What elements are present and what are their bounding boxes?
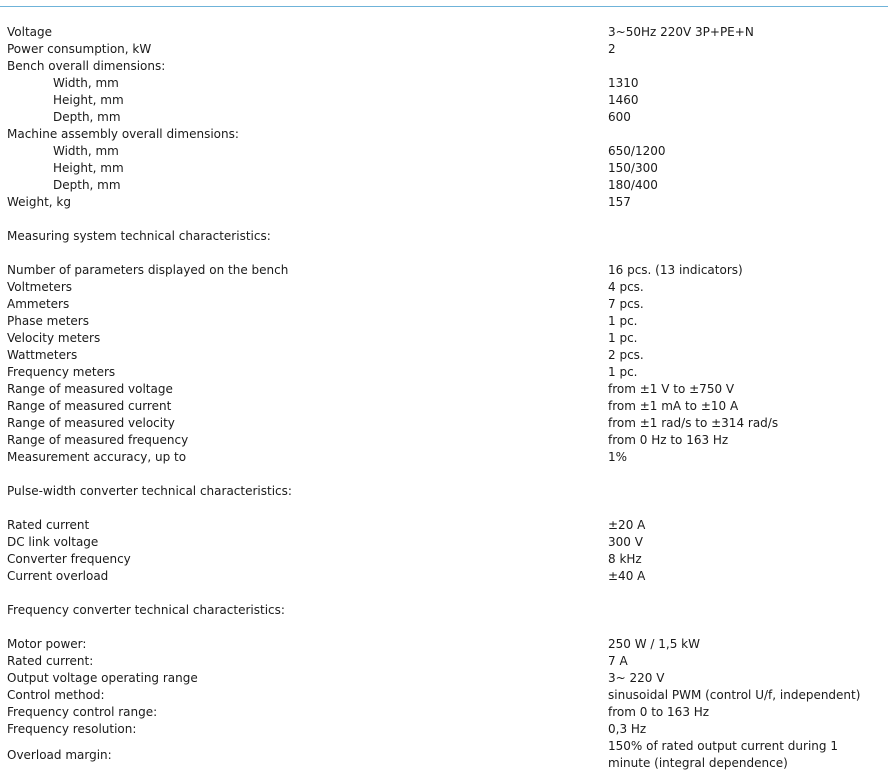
- spec-row: [7, 483, 883, 500]
- spec-value: 7 pcs.: [608, 297, 644, 311]
- spec-label: Phase meters: [7, 314, 89, 328]
- spec-label: Range of measured voltage: [7, 382, 173, 396]
- spec-value: 8 kHz: [608, 552, 642, 566]
- spec-row: [7, 41, 883, 58]
- spec-label: Power consumption, kW: [7, 42, 152, 56]
- spec-row: [7, 704, 883, 721]
- spec-value: [608, 58, 883, 75]
- spec-label: [7, 500, 608, 517]
- spec-value: 1310: [608, 76, 639, 90]
- spec-row: [7, 194, 883, 211]
- spec-label: Width, mm: [53, 144, 119, 158]
- spec-row: [7, 670, 883, 687]
- spec-row: [7, 296, 883, 313]
- spec-label: [7, 619, 608, 636]
- spec-label: Range of measured frequency: [7, 433, 189, 447]
- spec-row: [7, 279, 883, 296]
- spec-label: Measuring system technical characteristics:: [7, 229, 271, 243]
- spec-row: [7, 75, 883, 92]
- spec-value: 250 W / 1,5 kW: [608, 637, 700, 651]
- spec-label: Frequency meters: [7, 365, 116, 379]
- spec-value: 0,3 Hz: [608, 722, 647, 736]
- spec-label: [7, 466, 608, 483]
- spec-label: Voltage: [7, 25, 53, 39]
- spec-value: 1%: [608, 450, 628, 464]
- spec-value: 1 pc.: [608, 365, 638, 379]
- spec-value: [608, 483, 883, 500]
- spec-value: from 0 Hz to 163 Hz: [608, 433, 729, 447]
- spec-row: [7, 415, 883, 432]
- spec-label: Rated current:: [7, 654, 94, 668]
- spacer-row: [7, 585, 883, 602]
- spec-value: 150/300: [608, 161, 658, 175]
- spec-value: [608, 245, 883, 262]
- spec-row: [7, 568, 883, 585]
- spec-row: [7, 262, 883, 279]
- spec-label: Frequency converter technical characteristics:: [7, 603, 285, 617]
- spec-value: 600: [608, 110, 631, 124]
- spec-label: Current overload: [7, 569, 109, 583]
- spec-value: 180/400: [608, 178, 658, 192]
- spec-value: 3~ 220 V: [608, 671, 665, 685]
- spec-value: ±40 A: [608, 569, 646, 583]
- spec-row: [7, 534, 883, 551]
- spec-row: [7, 381, 883, 398]
- spec-label: [7, 245, 608, 262]
- spacer-row: [7, 211, 883, 228]
- spec-label: Motor power:: [7, 637, 87, 651]
- spec-row: [7, 364, 883, 381]
- spec-label: Output voltage operating range: [7, 671, 198, 685]
- spec-value: 16 pcs. (13 indicators): [608, 263, 743, 277]
- spec-row: [7, 653, 883, 670]
- spec-value: ±20 A: [608, 518, 646, 532]
- spec-value: from ±1 V to ±750 V: [608, 382, 735, 396]
- spec-label: Number of parameters displayed on the bench: [7, 263, 289, 277]
- spec-row: [7, 109, 883, 126]
- spec-value: from ±1 rad/s to ±314 rad/s: [608, 416, 779, 430]
- spec-row: [7, 636, 883, 653]
- spec-label: Height, mm: [53, 161, 124, 175]
- spec-value: [608, 500, 883, 517]
- spec-row: [7, 160, 883, 177]
- spec-value: 300 V: [608, 535, 643, 549]
- spec-row: [7, 551, 883, 568]
- spec-label: Converter frequency: [7, 552, 131, 566]
- spec-label: [7, 211, 608, 228]
- spec-value: 157: [608, 195, 631, 209]
- spec-row: [7, 517, 883, 534]
- spec-value: 2: [608, 42, 616, 56]
- spec-row: [7, 347, 883, 364]
- spec-row: [7, 143, 883, 160]
- spec-value: sinusoidal PWM (control U/f, independent): [608, 688, 861, 702]
- spec-value: 150% of rated output current during 1 minute (integral dependence): [608, 739, 838, 770]
- spec-value: 1 pc.: [608, 314, 638, 328]
- spec-row: [7, 602, 883, 619]
- spec-row: [7, 721, 883, 738]
- spec-label: Range of measured velocity: [7, 416, 175, 430]
- spec-label: Pulse-width converter technical characteristics:: [7, 484, 292, 498]
- spec-label: Machine assembly overall dimensions:: [7, 127, 239, 141]
- spacer-row: [7, 466, 883, 483]
- spec-label: Width, mm: [53, 76, 119, 90]
- spec-label: Bench overall dimensions:: [7, 59, 166, 73]
- spacer-row: [7, 245, 883, 262]
- spec-row: [7, 398, 883, 415]
- spec-value: from 0 to 163 Hz: [608, 705, 710, 719]
- specifications-table: [7, 24, 883, 772]
- spec-label: Height, mm: [53, 93, 124, 107]
- spec-value: [608, 126, 883, 143]
- spec-label: Range of measured current: [7, 399, 172, 413]
- spec-label: Ammeters: [7, 297, 70, 311]
- spec-label: Measurement accuracy, up to: [7, 450, 187, 464]
- spec-value: 1460: [608, 93, 639, 107]
- spec-label: Wattmeters: [7, 348, 78, 362]
- spec-label: Rated current: [7, 518, 90, 532]
- spec-value: 3~50Hz 220V 3P+PE+N: [608, 25, 754, 39]
- spec-row: [7, 177, 883, 194]
- top-divider: [0, 6, 888, 7]
- spec-label: Control method:: [7, 688, 105, 702]
- spec-value: 7 A: [608, 654, 628, 668]
- spec-value: 4 pcs.: [608, 280, 644, 294]
- spec-value: [608, 466, 883, 483]
- spacer-row: [7, 619, 883, 636]
- spec-label: Depth, mm: [53, 178, 121, 192]
- spec-value: [608, 585, 883, 602]
- spec-label: Frequency resolution:: [7, 722, 137, 736]
- spec-row: [7, 58, 883, 75]
- spec-label: Frequency control range:: [7, 705, 158, 719]
- spec-value: from ±1 mA to ±10 A: [608, 399, 739, 413]
- spec-row: [7, 126, 883, 143]
- spacer-row: [7, 500, 883, 517]
- spec-value: 650/1200: [608, 144, 666, 158]
- spec-row: [7, 330, 883, 347]
- spec-row: [7, 228, 883, 245]
- spec-value: 2 pcs.: [608, 348, 644, 362]
- spec-label: DC link voltage: [7, 535, 99, 549]
- spec-row: [7, 687, 883, 704]
- spec-row: [7, 92, 883, 109]
- spec-label: Overload margin:: [7, 747, 112, 762]
- spec-row: [7, 738, 883, 772]
- spec-label: Velocity meters: [7, 331, 101, 345]
- spec-label: [7, 585, 608, 602]
- spec-row: [7, 313, 883, 330]
- spec-value: 1 pc.: [608, 331, 638, 345]
- spec-row: [7, 24, 883, 41]
- spec-label: Weight, kg: [7, 195, 72, 209]
- spec-value: [608, 228, 883, 245]
- spec-value: [608, 619, 883, 636]
- spec-value: [608, 602, 883, 619]
- spec-label: Depth, mm: [53, 110, 121, 124]
- spec-label: Voltmeters: [7, 280, 73, 294]
- spec-row: [7, 449, 883, 466]
- spec-value: [608, 211, 883, 228]
- spec-row: [7, 432, 883, 449]
